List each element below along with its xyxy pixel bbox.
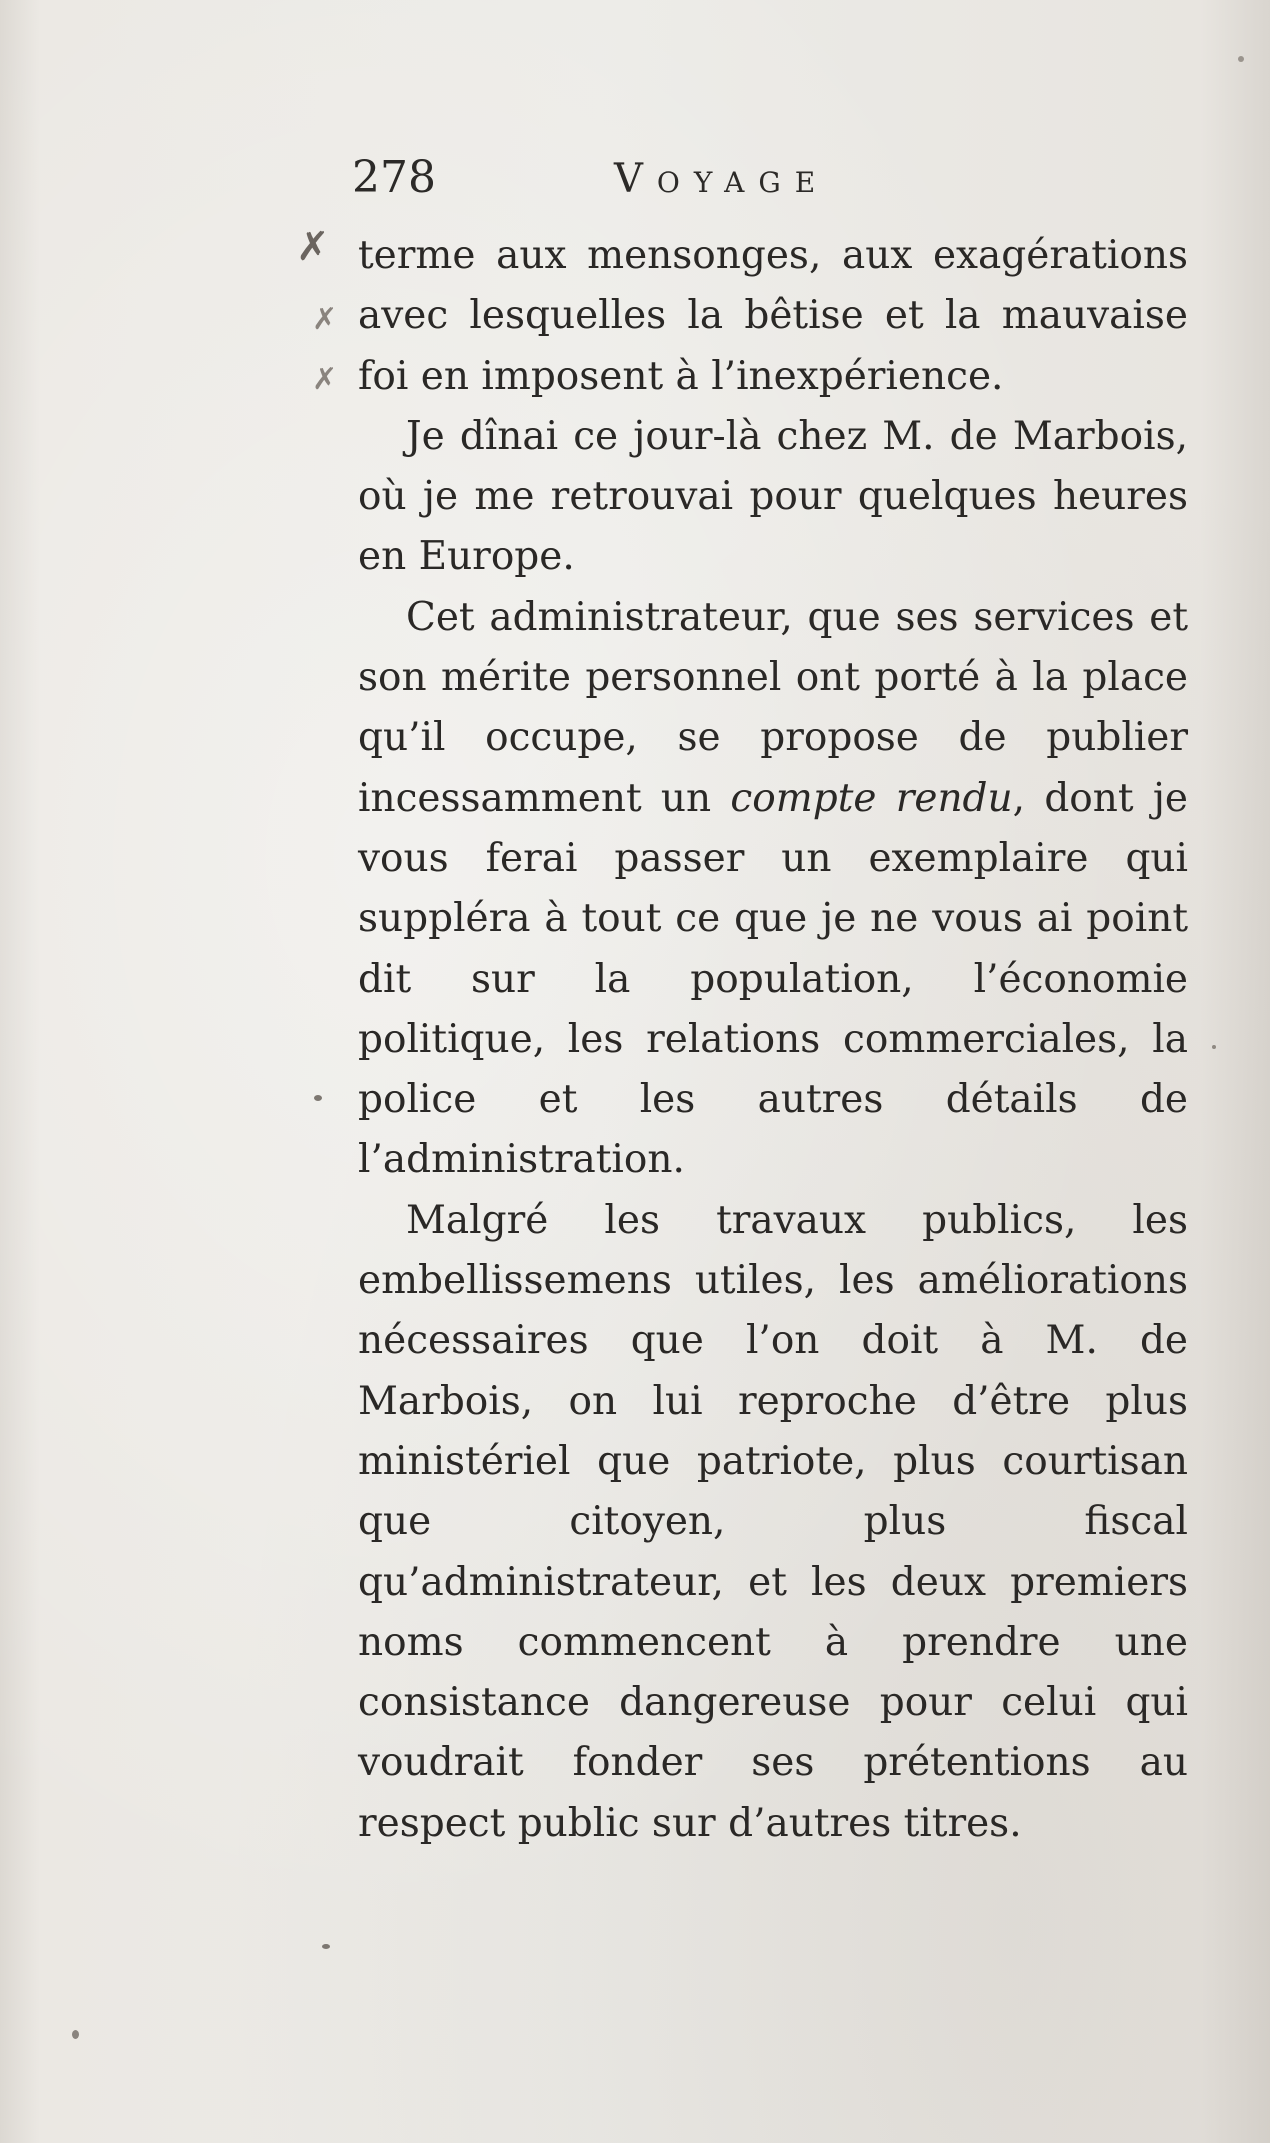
ink-speck — [314, 1095, 322, 1101]
italic-title: compte rendu — [730, 775, 1013, 821]
ink-speck — [322, 1944, 330, 1949]
paragraph-continuation: terme aux mensonges, aux exagérations avec lesquelles la bêtise et la mauvaise foi en imposent à l’inexpérience. — [358, 233, 1188, 399]
paragraph-criticism: Malgré les travaux publics, les embellissemens utiles, les améliorations nécessaires que l’on doit à M. de Marbois, on lui reproche d’être plus ministériel que patriote, plus courtisan que citoyen, plus fiscal qu’administrateur, et les deux premiers noms commencent à prendre une consistance dangereuse pour celui qui voudrait fonder ses prétentions au respect public sur d’autres titres. — [358, 1197, 1188, 1846]
margin-x-mark-icon: ✗ — [296, 224, 330, 270]
running-title: Voyage — [614, 156, 830, 202]
ink-speck — [1212, 1045, 1216, 1049]
paragraph-dinner: Je dînai ce jour-là chez M. de Marbois, où je me retrouvai pour quelques heures en Europe. — [358, 413, 1188, 580]
ink-speck — [72, 2030, 79, 2039]
paragraph-administrator — [358, 588, 1188, 1191]
margin-x-mark-icon: ✗ — [312, 302, 338, 337]
body-text — [358, 226, 1188, 1854]
ink-speck — [1238, 56, 1244, 62]
paragraph-text: , dont je vous ferai passer un exemplaire qui suppléra à tout ce que je ne vous ai point dit sur la population, l’économie politique, les relations commerciales, la police et les autres détails de l’administration. — [358, 775, 1189, 1183]
margin-x-mark-icon: ✗ — [312, 362, 338, 397]
paragraph-text: Cet administrateur, que ses services et son mérite personnel ont porté à la place qu’il occupe, se propose de publier incessamment un — [358, 594, 1188, 821]
running-head — [352, 152, 1192, 212]
page-number: 278 — [352, 152, 436, 203]
